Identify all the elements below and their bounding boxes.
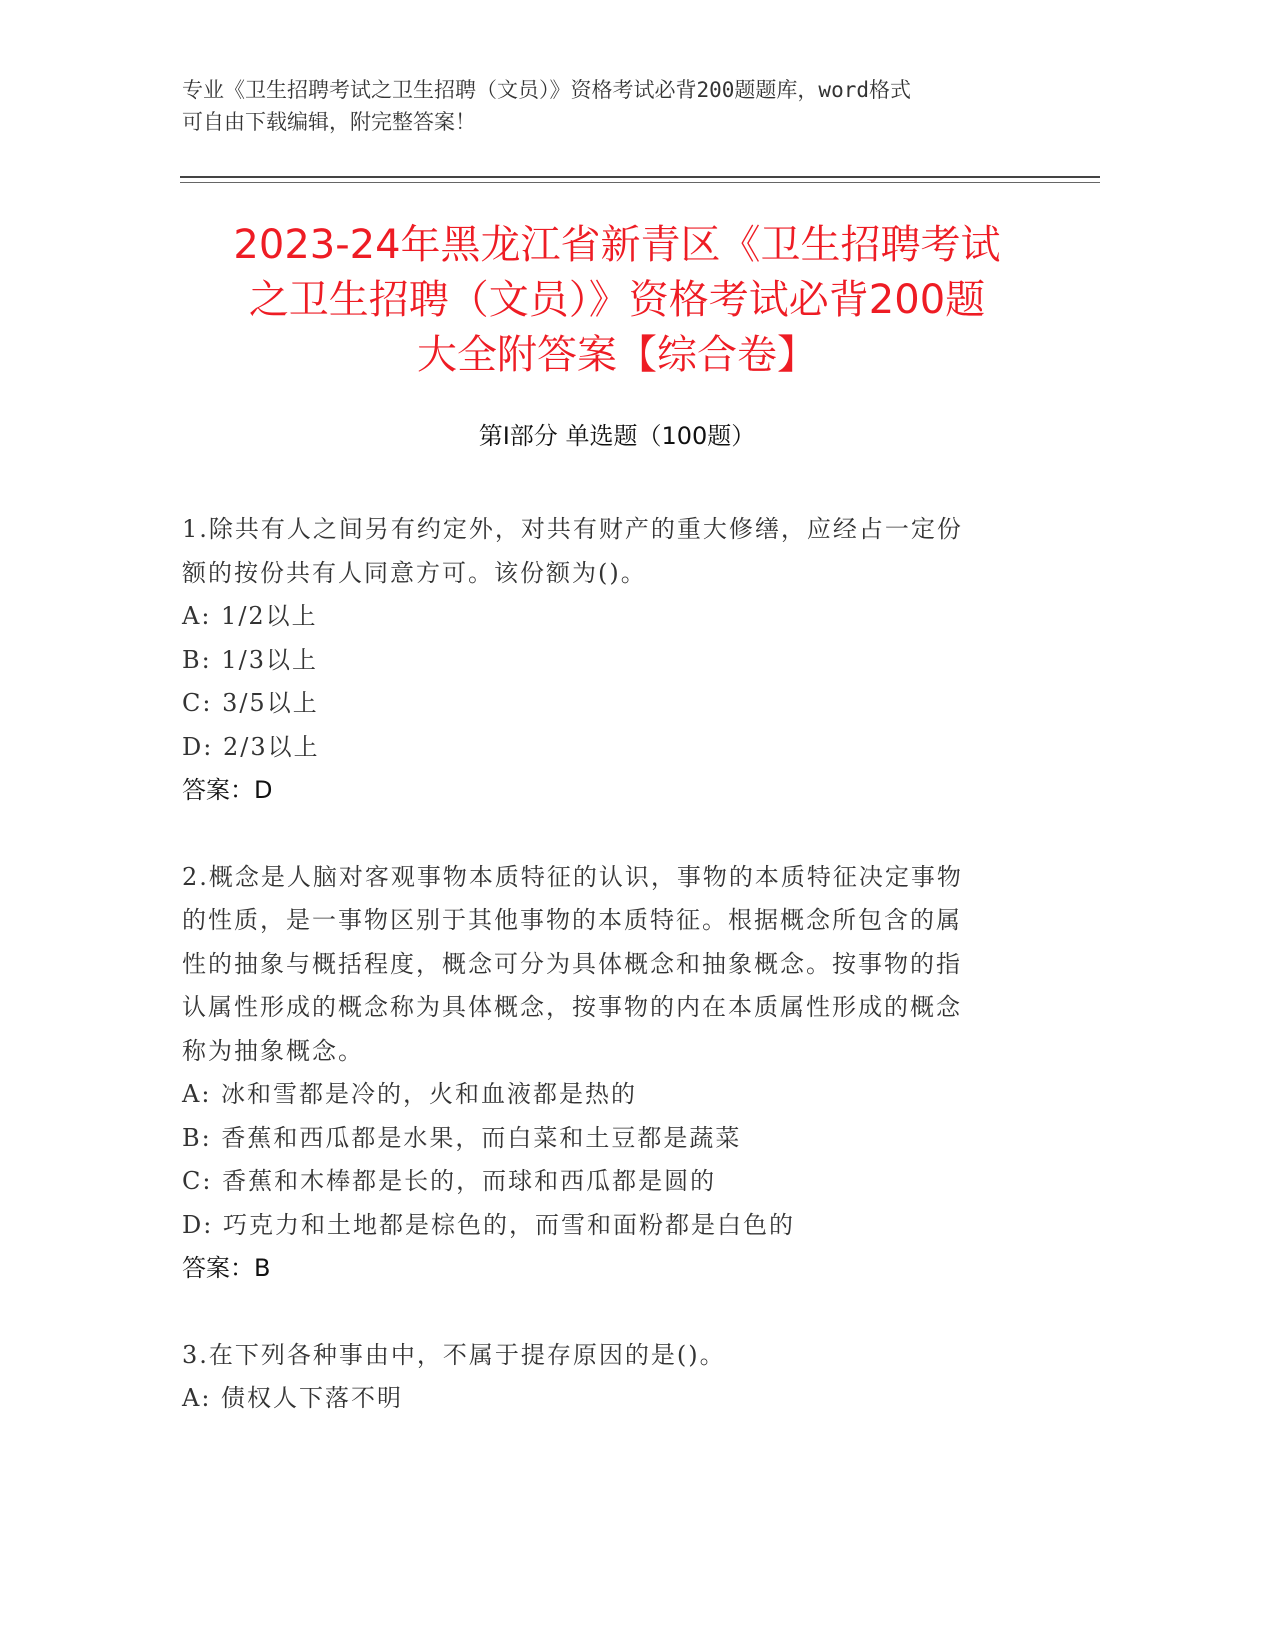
- document-title-line: 之卫生招聘（文员）》资格考试必背200题: [248, 277, 986, 323]
- section-heading: 第Ⅰ部分 单选题（100题）: [478, 422, 756, 450]
- question-stem-line: 额的按份共有人同意方可。该份额为()。: [182, 558, 647, 587]
- question-stem-line: 认属性形成的概念称为具体概念，按事物的内在本质属性形成的概念: [182, 993, 962, 1021]
- question-stem-line: 性的抽象与概括程度，概念可分为具体概念和抽象概念。按事物的指: [182, 949, 962, 978]
- question-list: [182, 508, 1052, 1464]
- question-stem-line: 的性质，是一事物区别于其他事物的本质特征。根据概念所包含的属: [182, 906, 962, 934]
- header-divider: [180, 176, 1100, 178]
- question-2: [182, 856, 1052, 1291]
- header-divider-thin: [180, 182, 1100, 183]
- option-b: B: 1/3以上: [182, 645, 318, 674]
- option-a: A: 冰和雪都是冷的，火和血液都是热的: [182, 1080, 638, 1108]
- document-title: [182, 218, 1052, 383]
- question-3: [182, 1334, 1052, 1421]
- option-d: D: 2/3以上: [182, 732, 320, 761]
- header-note-line: 可自由下载编辑，附完整答案！: [182, 110, 476, 134]
- document-title-line: 2023-24年黑龙江省新青区《卫生招聘考试: [233, 222, 1001, 268]
- question-stem-line: 2.概念是人脑对客观事物本质特征的认识，事物的本质特征决定事物: [182, 862, 963, 891]
- answer-line: 答案：D: [182, 776, 273, 804]
- header-note: [182, 74, 1052, 138]
- question-stem-line: 1.除共有人之间另有约定外，对共有财产的重大修缮，应经占一定份: [182, 515, 963, 543]
- answer-line: 答案：B: [182, 1254, 271, 1282]
- header-note-line: 专业《卫生招聘考试之卫生招聘（文员）》资格考试必背200题题库，word格式: [182, 78, 911, 102]
- option-b: B: 香蕉和西瓜都是水果，而白菜和土豆都是蔬菜: [182, 1123, 742, 1152]
- option-c: C: 香蕉和木棒都是长的，而球和西瓜都是圆的: [182, 1167, 717, 1195]
- option-c: C: 3/5以上: [182, 689, 319, 717]
- question-stem-line: 称为抽象概念。: [182, 1036, 364, 1065]
- option-a: A: 债权人下落不明: [182, 1384, 404, 1412]
- document-title-line: 大全附答案【综合卷】: [417, 332, 817, 378]
- question-1: [182, 508, 1052, 813]
- question-stem-line: 3.在下列各种事由中，不属于提存原因的是()。: [182, 1340, 726, 1369]
- option-a: A: 1/2以上: [182, 602, 318, 630]
- option-d: D: 巧克力和土地都是棕色的，而雪和面粉都是白色的: [182, 1210, 795, 1239]
